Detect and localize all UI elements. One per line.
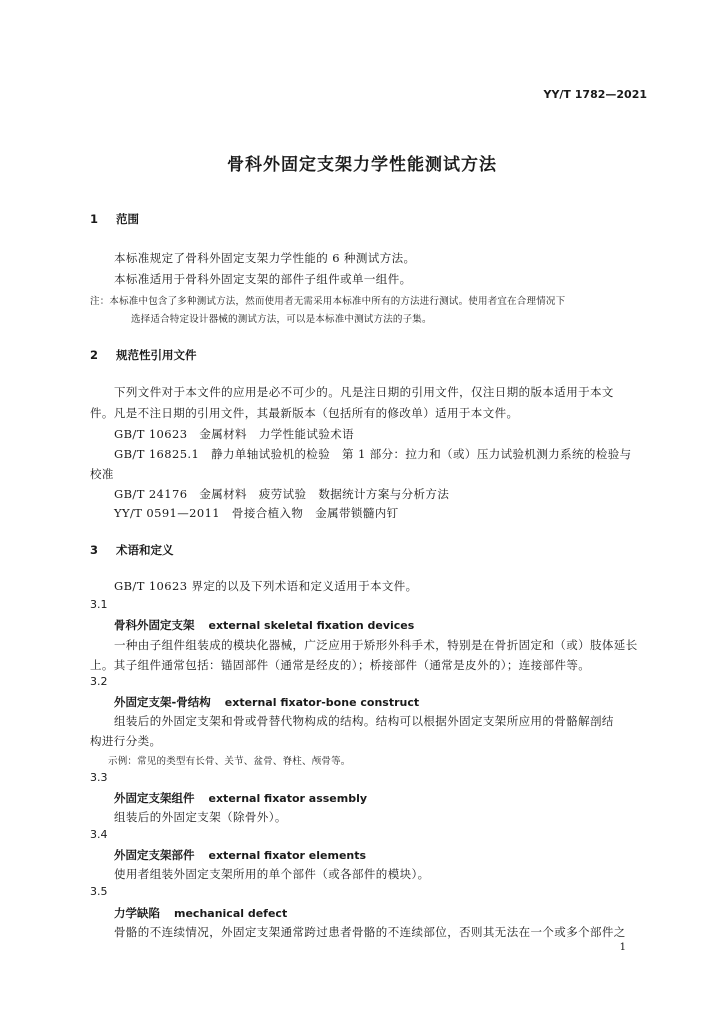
term-entry: [114, 694, 419, 710]
term-en: external fixator assembly: [208, 792, 368, 805]
term-en: external skeletal fixation devices: [208, 619, 415, 632]
section-3-heading: [90, 542, 174, 558]
section-number: 2: [90, 348, 99, 362]
definition-line: 一种由子组件组装成的模块化器械，广泛应用于矫形外科手术，特别是在骨折固定和（或）肢体延长: [114, 638, 638, 652]
reference-item: GB/T 24176 金属材料 疲劳试验 数据统计方案与分析方法: [114, 487, 450, 501]
section-title: 范围: [116, 212, 139, 226]
paragraph-line: GB/T 10623 界定的以及下列术语和定义适用于本文件。: [114, 579, 418, 593]
term-number: 3.4: [90, 828, 108, 841]
note-line: 选择适合特定设计器械的测试方法，可以是本标准中测试方法的子集。: [131, 314, 432, 325]
reference-item: YY/T 0591—2011 骨接合植入物 金属带锁髓内钉: [114, 506, 399, 520]
term-entry: [114, 790, 367, 806]
paragraph-line: 件。凡是不注日期的引用文件，其最新版本（包括所有的修改单）适用于本文件。: [90, 406, 519, 420]
document-title: 骨科外固定支架力学性能测试方法: [227, 155, 497, 175]
section-2-heading: [90, 347, 197, 363]
term-en: mechanical defect: [174, 907, 288, 920]
paragraph-line: 本标准规定了骨科外固定支架力学性能的 6 种测试方法。: [114, 251, 416, 265]
term-zh: 外固定支架组件: [114, 791, 195, 805]
definition-line: 组装后的外固定支架（除骨外）。: [114, 810, 287, 824]
section-title: 规范性引用文件: [116, 348, 197, 362]
term-number: 3.2: [90, 675, 108, 688]
term-zh: 外固定支架部件: [114, 848, 195, 862]
note-line: 注：本标准中包含了多种测试方法，然而使用者无需采用本标准中所有的方法进行测试。使用者宜在合理情况下: [90, 296, 566, 307]
reference-item-continuation: 校准: [90, 467, 114, 481]
example-line: 示例：常见的类型有长骨、关节、盆骨、脊柱、颅骨等。: [108, 756, 351, 767]
section-title: 术语和定义: [116, 543, 174, 557]
paragraph-line: 本标准适用于骨科外固定支架的部件子组件或单一组件。: [114, 272, 412, 286]
definition-line: 骨骼的不连续情况，外固定支架通常跨过患者骨骼的不连续部位，否则其无法在一个或多个部件之: [114, 925, 626, 939]
term-number: 3.5: [90, 885, 108, 898]
definition-line: 组装后的外固定支架和骨或骨替代物构成的结构。结构可以根据外固定支架所应用的骨骼解剖结: [114, 714, 614, 728]
term-zh: 力学缺陷: [114, 906, 160, 920]
section-number: 3: [90, 543, 99, 557]
term-number: 3.1: [90, 598, 108, 611]
term-zh: 外固定支架-骨结构: [114, 695, 211, 709]
section-1-heading: [90, 211, 139, 227]
term-entry: [114, 905, 287, 921]
term-entry: [114, 617, 414, 633]
definition-line: 上。其子组件通常包括：锚固部件（通常是经皮的）；桥接部件（通常是皮外的）；连接部件等。: [90, 658, 591, 672]
standard-number: YY/T 1782—2021: [543, 88, 647, 101]
definition-line: 构进行分类。: [90, 734, 162, 748]
definition-line: 使用者组装外固定支架所用的单个部件（或各部件的模块）。: [114, 867, 430, 881]
term-zh: 骨科外固定支架: [114, 618, 195, 632]
term-en: external fixator elements: [208, 849, 367, 862]
paragraph-line: 下列文件对于本文件的应用是必不可少的。凡是注日期的引用文件，仅注日期的版本适用于本文: [114, 385, 614, 399]
term-number: 3.3: [90, 771, 108, 784]
page-number: 1: [619, 942, 626, 953]
reference-item: GB/T 10623 金属材料 力学性能试验术语: [114, 427, 355, 441]
term-en: external fixator-bone construct: [224, 696, 420, 709]
section-number: 1: [90, 212, 99, 226]
reference-item: GB/T 16825.1 静力单轴试验机的检验 第 1 部分：拉力和（或）压力试验机测力系统的检验与: [114, 447, 632, 461]
term-entry: [114, 847, 366, 863]
